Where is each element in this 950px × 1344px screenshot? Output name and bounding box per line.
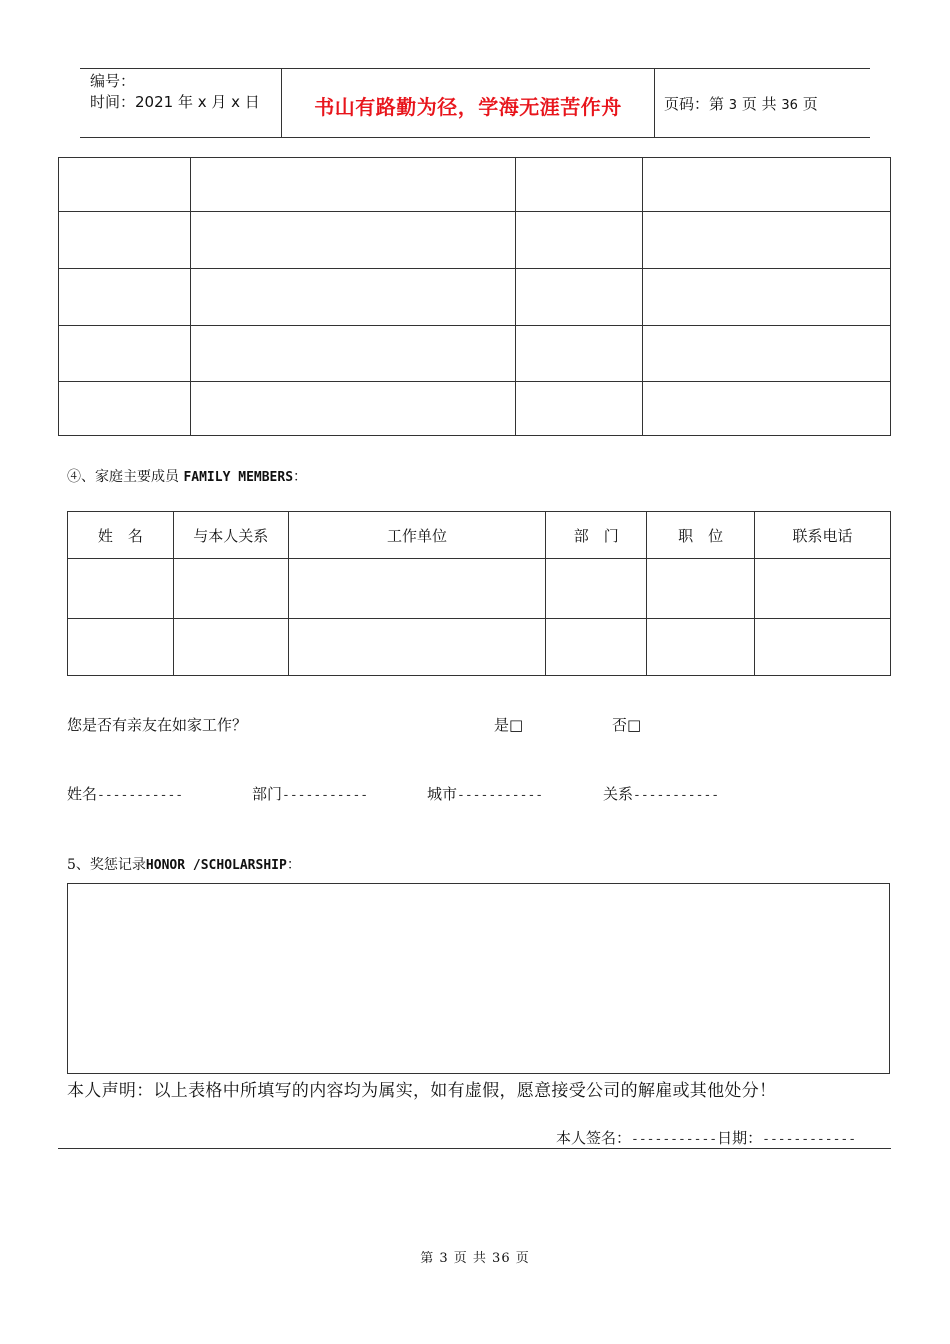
table-header-row: [68, 512, 891, 559]
table-row: [59, 269, 891, 326]
date-field[interactable]: ------------: [762, 1132, 857, 1147]
column-header-department: 部 门: [546, 512, 647, 559]
experience-table-continued: [58, 157, 891, 436]
table-row: [59, 212, 891, 269]
honor-textarea[interactable]: [67, 883, 890, 1074]
table-cell[interactable]: [643, 382, 891, 436]
header-motto: 书山有路勤为径，学海无涯苦作舟: [314, 95, 622, 119]
table-row: [59, 382, 891, 436]
table-cell[interactable]: [516, 326, 643, 382]
table-cell[interactable]: [59, 212, 191, 269]
table-cell[interactable]: [173, 559, 288, 619]
table-cell[interactable]: [647, 559, 755, 619]
doc-number-label: 编号：: [90, 72, 136, 90]
honor-section-title: 5、奖惩记录HONOR /SCHOLARSHIP：: [67, 857, 301, 873]
table-cell[interactable]: [190, 158, 516, 212]
header-page-info: 页码：第 3 页 共 36 页: [664, 95, 818, 113]
table-cell[interactable]: [288, 619, 546, 676]
relatives-question: 您是否有亲友在如家工作？: [67, 716, 248, 734]
table-cell[interactable]: [643, 158, 891, 212]
table-cell[interactable]: [755, 619, 891, 676]
date-label: 日期：: [717, 1129, 763, 1147]
no-checkbox[interactable]: 否□: [612, 716, 642, 734]
table-cell[interactable]: [68, 619, 174, 676]
relative-department-field[interactable]: 部门-----------: [252, 785, 369, 803]
yes-checkbox[interactable]: 是□: [494, 716, 524, 734]
table-row: [68, 559, 891, 619]
table-cell[interactable]: [68, 559, 174, 619]
family-section-title: ④、家庭主要成员 FAMILY MEMBERS：: [67, 469, 308, 485]
column-header-relation: 与本人关系: [173, 512, 288, 559]
relative-city-field[interactable]: 城市-----------: [427, 785, 544, 803]
table-cell[interactable]: [647, 619, 755, 676]
declaration-text: 本人声明：以上表格中所填写的内容均为属实，如有虚假，愿意接受公司的解雇或其他处分！: [67, 1081, 777, 1101]
table-cell[interactable]: [643, 326, 891, 382]
table-cell[interactable]: [755, 559, 891, 619]
table-cell[interactable]: [190, 382, 516, 436]
signature-label: 本人签名：: [556, 1129, 632, 1147]
relative-name-field[interactable]: 姓名-----------: [67, 785, 184, 803]
table-cell[interactable]: [59, 382, 191, 436]
table-cell[interactable]: [516, 382, 643, 436]
header-divider: [654, 69, 655, 137]
signature-divider: [58, 1148, 891, 1149]
table-cell[interactable]: [59, 269, 191, 326]
table-row: [59, 326, 891, 382]
header-meta: [90, 71, 280, 113]
signature-line: [556, 1127, 856, 1148]
doc-time-label: 时间：2021 年 x 月 x 日: [90, 93, 260, 111]
table-cell[interactable]: [190, 269, 516, 326]
table-cell[interactable]: [59, 326, 191, 382]
column-header-employer: 工作单位: [288, 512, 546, 559]
table-cell[interactable]: [516, 212, 643, 269]
page-footer: 第 3 页 共 36 页: [420, 1251, 530, 1266]
page-header: [80, 68, 870, 138]
table-cell[interactable]: [288, 559, 546, 619]
table-cell[interactable]: [173, 619, 288, 676]
table-row: [59, 158, 891, 212]
table-cell[interactable]: [643, 269, 891, 326]
column-header-phone: 联系电话: [755, 512, 891, 559]
table-cell[interactable]: [190, 212, 516, 269]
signature-field[interactable]: -----------: [631, 1132, 718, 1147]
table-cell[interactable]: [546, 559, 647, 619]
table-cell[interactable]: [190, 326, 516, 382]
column-header-position: 职 位: [647, 512, 755, 559]
table-cell[interactable]: [643, 212, 891, 269]
column-header-name: 姓 名: [68, 512, 174, 559]
table-cell[interactable]: [516, 158, 643, 212]
table-cell[interactable]: [546, 619, 647, 676]
table-row: [68, 619, 891, 676]
table-cell[interactable]: [59, 158, 191, 212]
table-cell[interactable]: [516, 269, 643, 326]
relative-relation-field[interactable]: 关系-----------: [603, 785, 720, 803]
family-members-table: [67, 511, 891, 676]
